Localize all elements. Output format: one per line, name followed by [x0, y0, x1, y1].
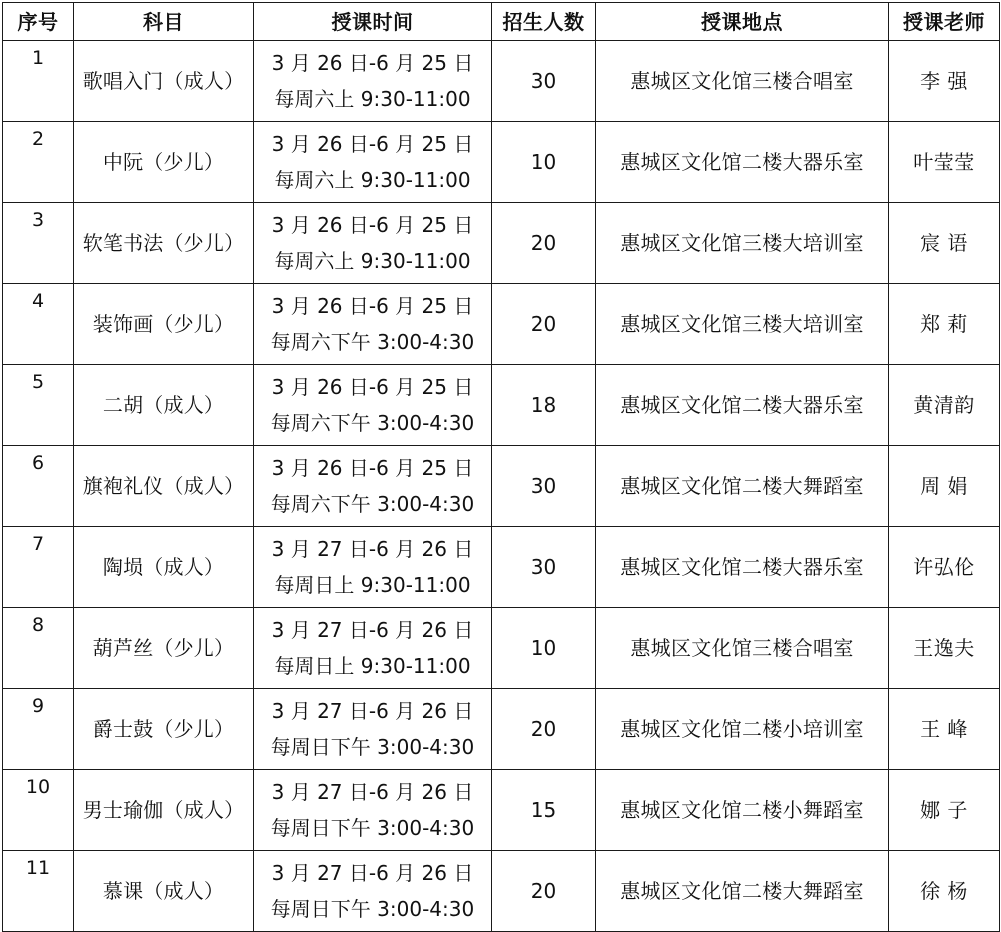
cell-time-dates: 3 月 27 日-6 月 26 日 [271, 618, 474, 642]
cell-place: 惠城区文化馆三楼合唱室 [596, 41, 889, 122]
table-row [3, 284, 1000, 365]
header-subject: 科目 [74, 3, 254, 41]
table-row [3, 689, 1000, 770]
cell-time [254, 770, 492, 851]
cell-index: 3 [3, 203, 74, 284]
cell-index: 8 [3, 608, 74, 689]
cell-time-dates: 3 月 26 日-6 月 25 日 [271, 213, 474, 237]
cell-subject: 中阮（少儿） [74, 122, 254, 203]
cell-time-dates: 3 月 26 日-6 月 25 日 [271, 294, 474, 318]
cell-teacher: 叶莹莹 [889, 122, 1000, 203]
cell-time-dates: 3 月 27 日-6 月 26 日 [271, 861, 474, 885]
cell-time [254, 527, 492, 608]
cell-enrollment: 10 [492, 608, 596, 689]
cell-time-schedule: 每周日下午 3:00-4:30 [270, 816, 475, 840]
cell-teacher: 娜 子 [889, 770, 1000, 851]
cell-time [254, 689, 492, 770]
cell-time [254, 851, 492, 932]
header-row [3, 3, 1000, 41]
cell-index: 9 [3, 689, 74, 770]
cell-time-schedule: 每周六上 9:30-11:00 [274, 87, 471, 111]
table-body [3, 41, 1000, 932]
cell-enrollment: 30 [492, 41, 596, 122]
cell-time [254, 203, 492, 284]
cell-place: 惠城区文化馆二楼小培训室 [596, 689, 889, 770]
cell-place: 惠城区文化馆三楼大培训室 [596, 284, 889, 365]
cell-time-dates: 3 月 27 日-6 月 26 日 [271, 537, 474, 561]
cell-teacher: 王 峰 [889, 689, 1000, 770]
cell-time [254, 365, 492, 446]
cell-time [254, 41, 492, 122]
cell-teacher: 周 娟 [889, 446, 1000, 527]
cell-time-schedule: 每周日下午 3:00-4:30 [270, 897, 475, 921]
header-index: 序号 [3, 3, 74, 41]
table-row [3, 527, 1000, 608]
cell-enrollment: 30 [492, 446, 596, 527]
header-place: 授课地点 [596, 3, 889, 41]
cell-enrollment: 20 [492, 284, 596, 365]
table-row [3, 446, 1000, 527]
table-row [3, 608, 1000, 689]
cell-enrollment: 10 [492, 122, 596, 203]
cell-teacher: 徐 杨 [889, 851, 1000, 932]
cell-subject: 旗袍礼仪（成人） [74, 446, 254, 527]
cell-teacher: 郑 莉 [889, 284, 1000, 365]
cell-time-dates: 3 月 27 日-6 月 26 日 [271, 699, 474, 723]
table-row [3, 203, 1000, 284]
cell-time-schedule: 每周六下午 3:00-4:30 [270, 330, 475, 354]
cell-teacher: 许弘伦 [889, 527, 1000, 608]
cell-subject: 男士瑜伽（成人） [74, 770, 254, 851]
course-schedule-table [2, 2, 1000, 932]
cell-teacher: 黄清韵 [889, 365, 1000, 446]
cell-index: 6 [3, 446, 74, 527]
cell-index: 11 [3, 851, 74, 932]
cell-time [254, 284, 492, 365]
cell-time-schedule: 每周日下午 3:00-4:30 [270, 735, 475, 759]
cell-teacher: 李 强 [889, 41, 1000, 122]
header-teacher: 授课老师 [889, 3, 1000, 41]
cell-enrollment: 30 [492, 527, 596, 608]
cell-subject: 二胡（成人） [74, 365, 254, 446]
table-row [3, 851, 1000, 932]
table-header [3, 3, 1000, 41]
cell-subject: 慕课（成人） [74, 851, 254, 932]
cell-time-schedule: 每周日上 9:30-11:00 [274, 654, 471, 678]
cell-teacher: 宸 语 [889, 203, 1000, 284]
cell-index: 1 [3, 41, 74, 122]
cell-time-dates: 3 月 26 日-6 月 25 日 [271, 375, 474, 399]
cell-time-schedule: 每周六上 9:30-11:00 [274, 168, 471, 192]
cell-place: 惠城区文化馆二楼大舞蹈室 [596, 446, 889, 527]
cell-index: 5 [3, 365, 74, 446]
cell-time-dates: 3 月 26 日-6 月 25 日 [271, 132, 474, 156]
cell-teacher: 王逸夫 [889, 608, 1000, 689]
cell-subject: 歌唱入门（成人） [74, 41, 254, 122]
cell-subject: 葫芦丝（少儿） [74, 608, 254, 689]
cell-subject: 爵士鼓（少儿） [74, 689, 254, 770]
cell-subject: 装饰画（少儿） [74, 284, 254, 365]
cell-time [254, 122, 492, 203]
cell-index: 7 [3, 527, 74, 608]
cell-place: 惠城区文化馆二楼大舞蹈室 [596, 851, 889, 932]
cell-time-dates: 3 月 26 日-6 月 25 日 [271, 456, 474, 480]
table-row [3, 365, 1000, 446]
cell-enrollment: 20 [492, 851, 596, 932]
cell-time-dates: 3 月 26 日-6 月 25 日 [271, 51, 474, 75]
cell-index: 10 [3, 770, 74, 851]
cell-place: 惠城区文化馆三楼合唱室 [596, 608, 889, 689]
cell-place: 惠城区文化馆二楼小舞蹈室 [596, 770, 889, 851]
cell-place: 惠城区文化馆二楼大器乐室 [596, 122, 889, 203]
cell-place: 惠城区文化馆三楼大培训室 [596, 203, 889, 284]
cell-enrollment: 18 [492, 365, 596, 446]
cell-time-schedule: 每周六下午 3:00-4:30 [270, 411, 475, 435]
cell-place: 惠城区文化馆二楼大器乐室 [596, 365, 889, 446]
table-row [3, 770, 1000, 851]
cell-subject: 陶埙（成人） [74, 527, 254, 608]
cell-index: 2 [3, 122, 74, 203]
cell-time-schedule: 每周六上 9:30-11:00 [274, 249, 471, 273]
cell-time-schedule: 每周六下午 3:00-4:30 [270, 492, 475, 516]
cell-place: 惠城区文化馆二楼大器乐室 [596, 527, 889, 608]
cell-enrollment: 20 [492, 689, 596, 770]
cell-enrollment: 20 [492, 203, 596, 284]
header-enrollment: 招生人数 [492, 3, 596, 41]
cell-time [254, 608, 492, 689]
table-row [3, 122, 1000, 203]
table-row [3, 41, 1000, 122]
cell-time-schedule: 每周日上 9:30-11:00 [274, 573, 471, 597]
cell-time-dates: 3 月 27 日-6 月 26 日 [271, 780, 474, 804]
cell-time [254, 446, 492, 527]
cell-subject: 软笔书法（少儿） [74, 203, 254, 284]
cell-index: 4 [3, 284, 74, 365]
cell-enrollment: 15 [492, 770, 596, 851]
header-time: 授课时间 [254, 3, 492, 41]
